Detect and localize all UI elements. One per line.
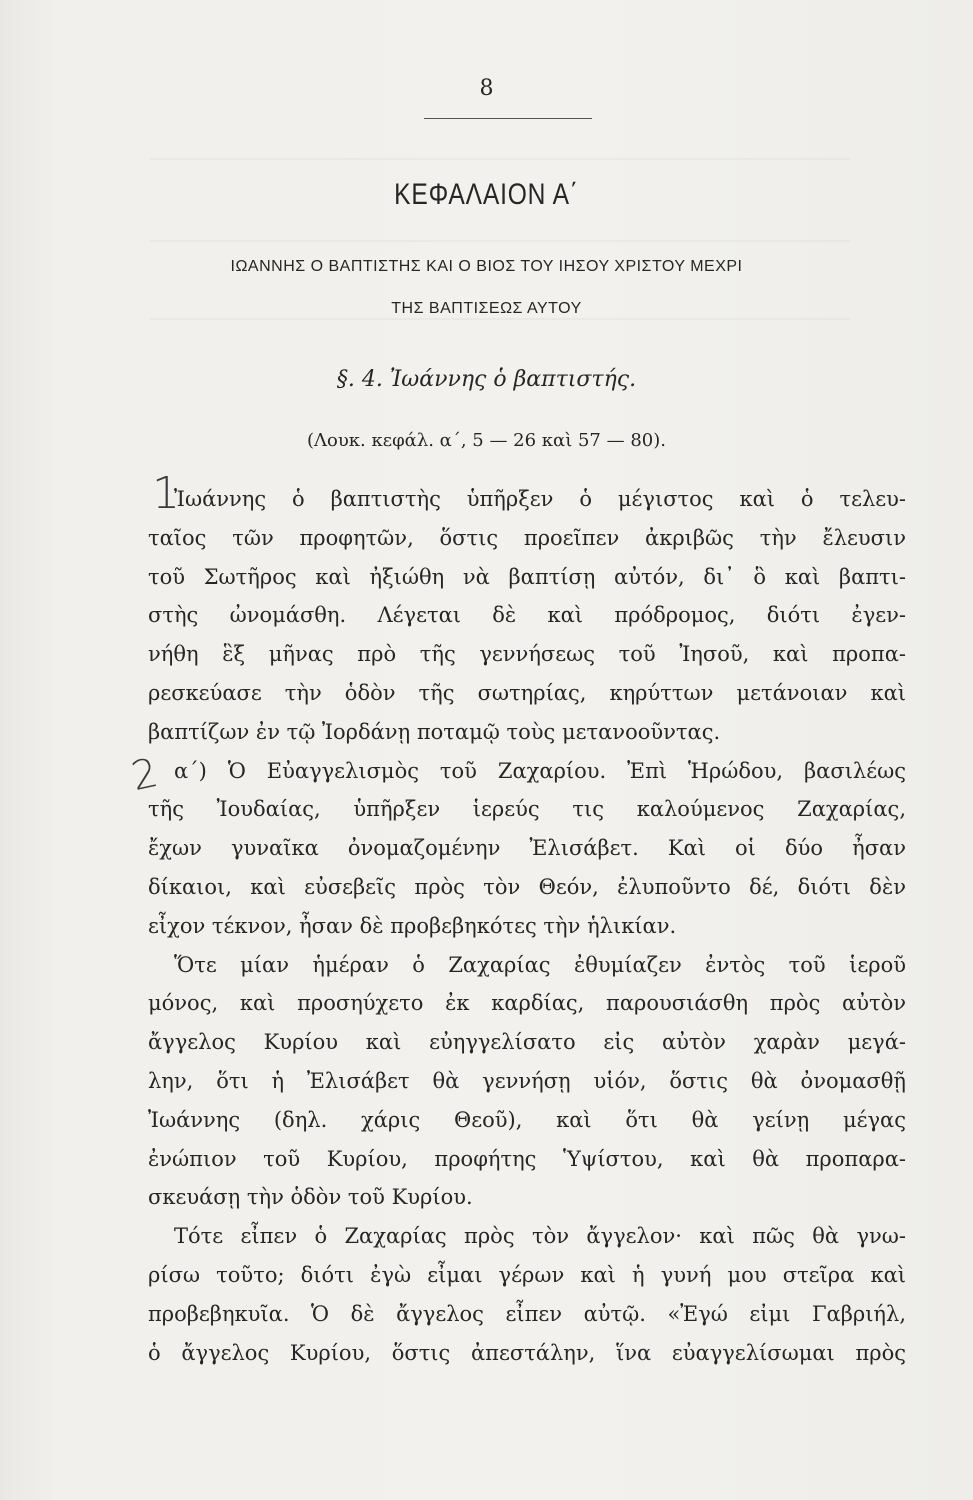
margin-annotation-1: 1 — [152, 468, 180, 519]
body-line: τοῦ Σωτῆρος καὶ ἠξιώθη νὰ βαπτίσῃ αὐτόν, δι᾽ ὃ καὶ βαπτι- — [148, 564, 906, 589]
body-line: ἔχων γυναῖκα ὀνομαζομένην Ἐλισάβετ. Καὶ οἱ δύο ἦσαν — [148, 836, 906, 861]
body-line: σκευάσῃ τὴν ὁδὸν τοῦ Κυρίου. — [148, 1185, 473, 1210]
body-text — [148, 480, 906, 1372]
header-rule — [424, 118, 592, 119]
chapter-title: ΚΕΦΑΛΑΙΟΝ Α΄ — [394, 178, 579, 211]
body-line: ρεσκεύασε τὴν ὁδὸν τῆς σωτηρίας, κηρύττων μετάνοιαν καὶ — [148, 680, 906, 705]
body-line: νήθη ἓξ μῆνας πρὸ τῆς γεννήσεως τοῦ Ἰησοῦ, καὶ προπα- — [148, 642, 906, 667]
body-line: προβεβηκυῖα. Ὁ δὲ ἄγγελος εἶπεν αὐτῷ. «Ἐγώ εἰμι Γαβριήλ, — [148, 1301, 906, 1326]
body-line: Ὅτε μίαν ἡμέραν ὁ Ζαχαρίας ἐθυμίαζεν ἐντὸς τοῦ ἱεροῦ — [174, 952, 906, 977]
body-line: Τότε εἶπεν ὁ Ζαχαρίας πρὸς τὸν ἄγγελον· καὶ πῶς θὰ γνω- — [174, 1224, 906, 1249]
body-line: τῆς Ἰουδαίας, ὑπῆρξεν ἱερεύς τις καλούμενος Ζαχαρίας, — [148, 797, 906, 822]
bleed-through — [150, 318, 850, 320]
body-line: ρίσω τοῦτο; διότι ἐγὼ εἶμαι γέρων καὶ ἡ γυνή μου στεῖρα καὶ — [148, 1262, 906, 1287]
body-line: μόνος, καὶ προσηύχετο ἐκ καρδίας, παρουσιάσθη πρὸς αὐτὸν — [148, 991, 906, 1016]
page-number: 8 — [479, 76, 494, 101]
body-line: α΄) Ὁ Εὐαγγελισμὸς τοῦ Ζαχαρίου. Ἐπὶ Ἡρώδου, βασιλέως — [174, 758, 906, 783]
body-line: στὴς ὠνομάσθη. Λέγεται δὲ καὶ πρόδρομος, διότι ἐγεν- — [148, 603, 906, 628]
section-heading: §. 4. Ἰωάννης ὁ βαπτιστής. — [336, 367, 637, 392]
scripture-reference: (Λουκ. κεφάλ. α΄, 5 — 26 καὶ 57 — 80). — [307, 430, 666, 451]
body-line: ἄγγελος Κυρίου καὶ εὐηγγελίσατο εἰς αὐτὸν χαρὰν μεγά- — [148, 1030, 906, 1055]
body-line: Ἰωάννης (δηλ. χάρις Θεοῦ), καὶ ὅτι θὰ γείνῃ μέγας — [148, 1107, 906, 1132]
body-line: ὁ ἄγγελος Κυρίου, ὅστις ἀπεστάλην, ἵνα εὐαγγελίσωμαι πρὸς — [148, 1340, 906, 1365]
body-line: βαπτίζων ἐν τῷ Ἰορδάνῃ ποταμῷ τοὺς μετανοοῦντας. — [148, 719, 721, 744]
body-line: ἐνώπιον τοῦ Κυρίου, προφήτης Ὑψίστου, καὶ θὰ προπαρα- — [148, 1146, 906, 1171]
bleed-through — [150, 158, 850, 160]
body-line: δίκαιοι, καὶ εὐσεβεῖς πρὸς τὸν Θεόν, ἐλυποῦντο δέ, διότι δὲν — [148, 874, 906, 899]
body-line: ταῖος τῶν προφητῶν, ὅστις προεῖπεν ἀκριβῶς τὴν ἔλευσιν — [148, 525, 906, 550]
chapter-subtitle-line-1: ΙΩΑΝΝΗΣ Ο ΒΑΠΤΙΣΤΗΣ ΚΑΙ Ο ΒΙΟΣ ΤΟΥ ΙΗΣΟΥ ΧΡΙΣΤΟΥ ΜΕΧΡΙ — [230, 258, 743, 275]
body-line: εἶχον τέκνον, ἦσαν δὲ προβεβηκότες τὴν ἡλικίαν. — [148, 913, 677, 938]
body-line: Ἰωάννης ὁ βαπτιστὴς ὑπῆρξεν ὁ μέγιστος καὶ ὁ τελευ- — [174, 487, 906, 511]
body-line: λην, ὅτι ἡ Ἐλισάβετ θὰ γεννήσῃ υἱόν, ὅστις θὰ ὀνομασθῇ — [148, 1068, 906, 1093]
chapter-subtitle-line-2: ΤΗΣ ΒΑΠΤΙΣΕΩΣ ΑΥΤΟΥ — [391, 300, 582, 317]
bleed-through — [150, 240, 850, 242]
margin-annotation-2: 2 — [127, 749, 162, 801]
